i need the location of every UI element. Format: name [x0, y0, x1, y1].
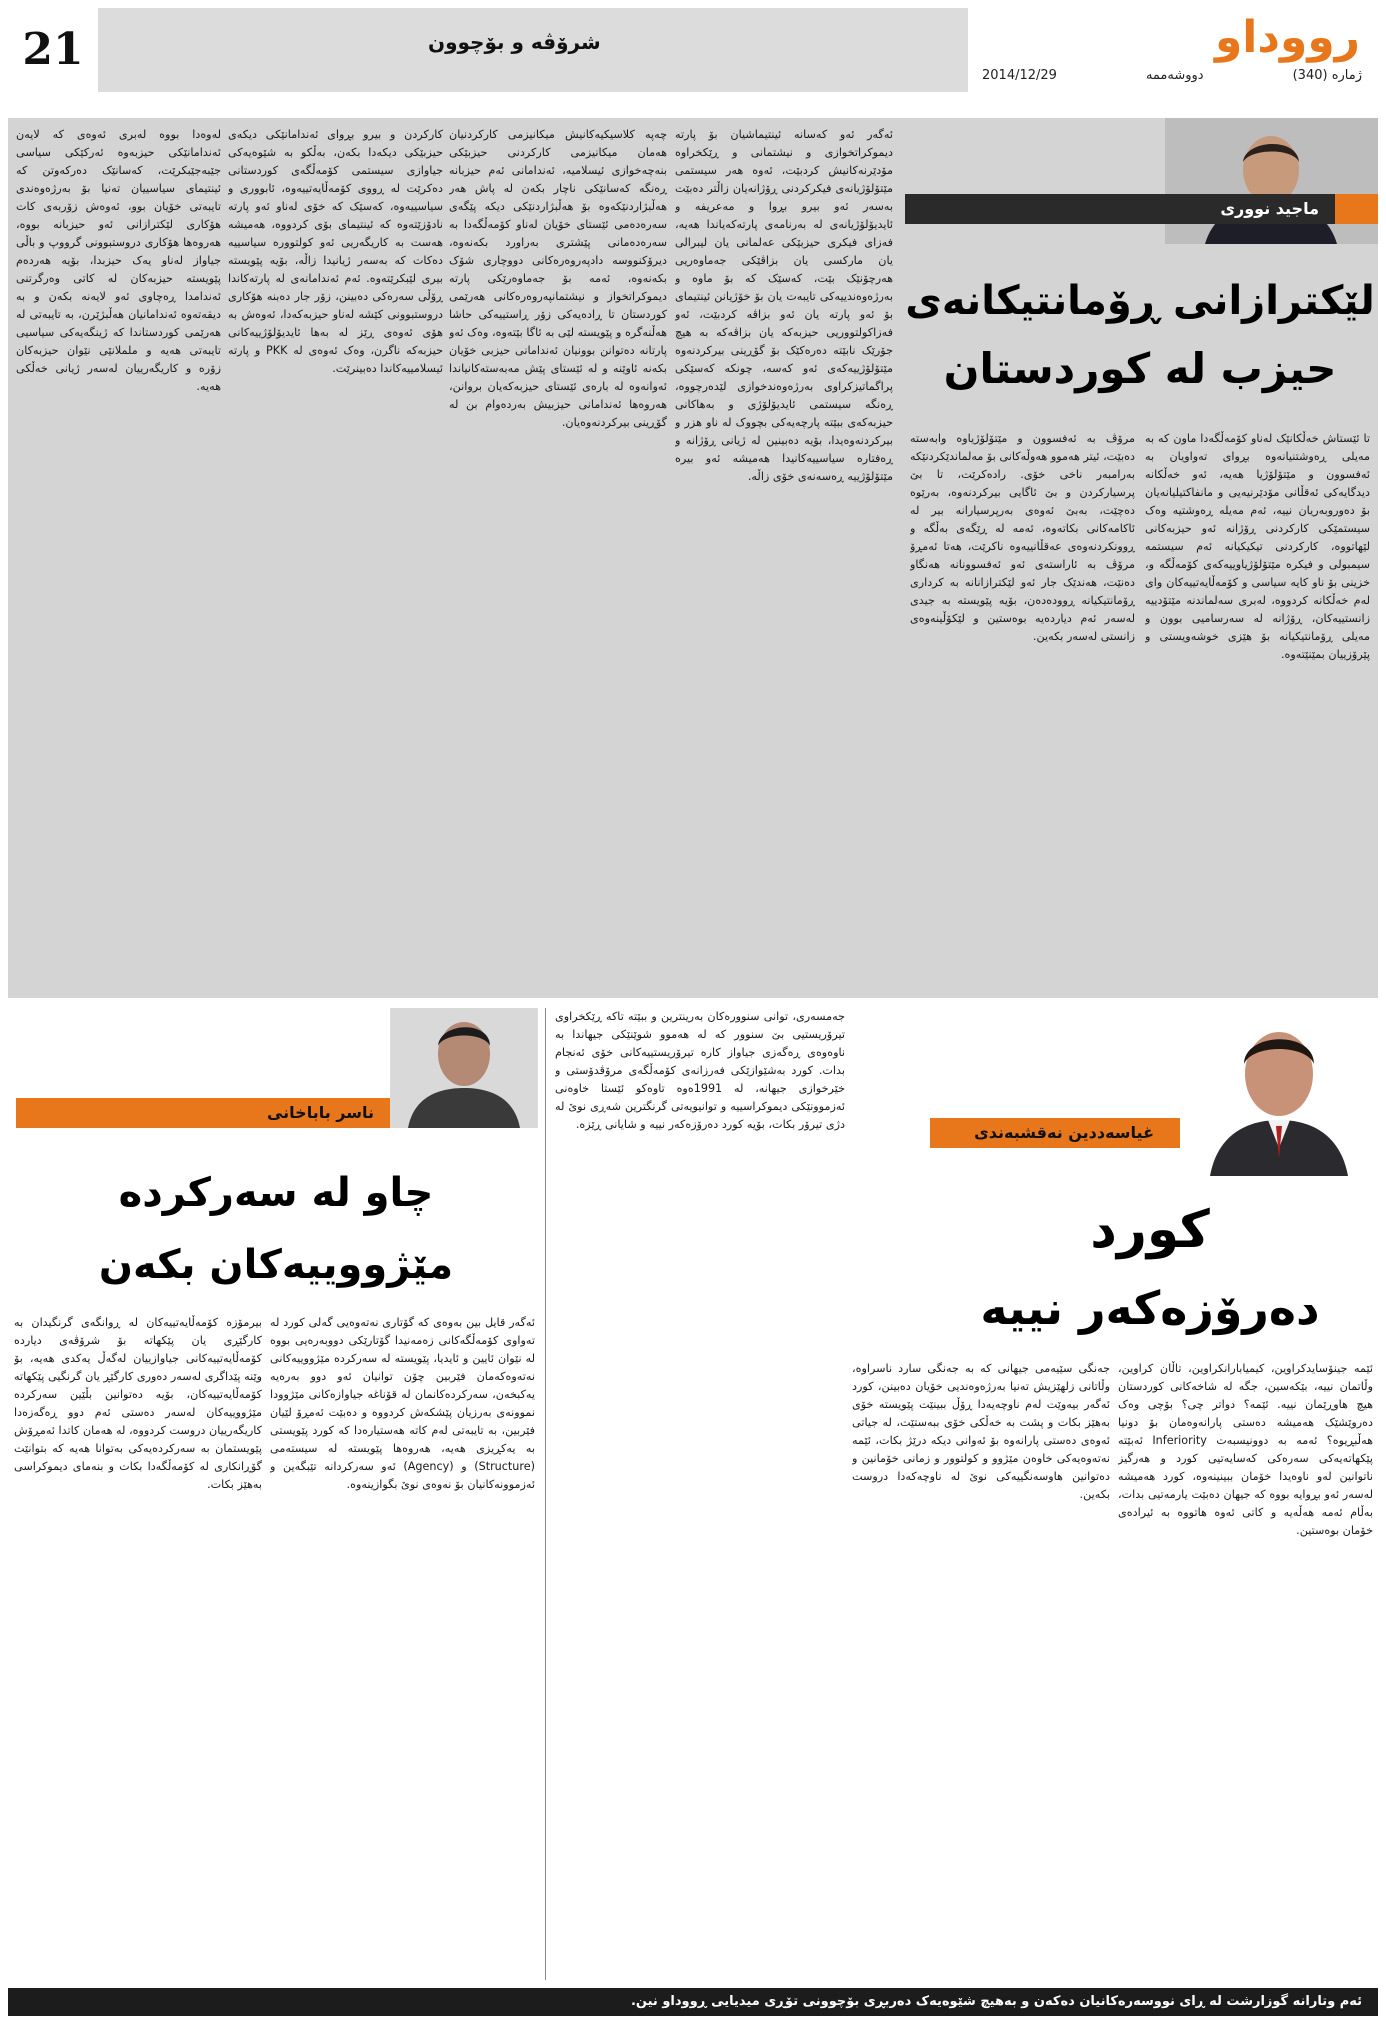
article-2-headline-line-1: کورد [1090, 1200, 1210, 1260]
article-1-column-2: چەپە کلاسیکیەکانیش میکانیزمی کارکردنیان هەمان میکانیزمی کارکردنی حیزبێکی بنەچەخوازی ئیسلامیە، ئەندامانی ئەم حیزبانە ڕەنگە کەسانێکی ناچار بکەن لە پاش هەر هەڵبژاردنێکەوە بۆ هەڵبژاردنێکی دیکە پێگەی سەرەدەمی ئێستای خۆیان لەناو کۆمەڵگەدا بە سەرەدەمانی پێشتری بەراورد بکەنەوە، دیرۆکنووسە دادپەروەرەکانی دووچاری شۆک بکەنەوە، ئەمە بۆ جەماوەرێکی پارتە دیموکراتخواز و نیشتمانپەروەرەکانی هەرێمی کوردستان تا ڕادەیەکی زۆر ڕاستییەکی حاشا هەڵنەگرە و پێویستە لێی بە ئاگا بێتەوە، وەک ئەو پارتانە دەتوانن بوونیان ئەندامانی حیزبی خۆیان بکەنە ئاوێنە و لە ئێستای پێش مەبەستەکانیاندا ئەوانەوە لە بارەی ئێستای حیزبەکەیان بروانن، هەروەها ئەندامانی حیزبیش بەردەوام بن لە گۆڕینی بیرکردنەوەیان. [449, 128, 667, 429]
author-name-2: غیاسەددین نەقشبەندی [930, 1118, 1170, 1148]
article-2-column-3: جەمسەری، توانی سنوورەکان بەرینترین و ببێتە تاکە ڕێکخراوی تیرۆریستیی بێ سنوور کە لە هەموو شوێنێکی جیهاندا بە ناوەوەی ڕەگەزی جیاواز کارە تیرۆریستییەکانی خۆی ئەنجام بدات. کورد بەشێوازێکی فەرزانەی کۆمەڵگەی مرۆڤدۆستی و خێرخوازی جیهانە، لە 1991ەوە تاوەکو ئێستا خاوەنی ئەزموونێکی دیموکراسییە و توانیویەتی گرنگترین شەڕی نوێ لە دژی تیرۆر بکات، بۆیە کورد دەرۆزەکەر نییە و شایانی ڕێزە. [555, 1010, 845, 1131]
article-2-column-2: جەنگی سێیەمی جیهانی کە بە جەنگی سارد ناسراوە، وڵاتانی زلهێزیش تەنیا بەرژەوەندیی خۆیان دەبینن، کورد ئەگەر بیەوێت لەم ناوچەیەدا ڕۆڵ ببینێت پێویستە خۆی بەهێز بکات و پشت بە خەڵکی خۆی ببەستێت، لە جیاتی ئەوەی دەستی پارانەوە بۆ ئەوانی دیکە درێژ بکات، ئێمە نەتەوەیەکی خاوەن مێژوو و کولتوور و زمانی خۆمانین و دەتوانین هاوسەنگییەکی نوێ لە ناوچەکەدا دروست بکەین. [852, 1362, 1110, 1501]
article-3-headline-line-2: مێژووییەکان بکەن [98, 1242, 454, 1288]
byline-accent-1 [1335, 194, 1378, 224]
section-title: شرۆڤە و بۆچوون [428, 30, 601, 54]
article-3-column-2: بیرمۆزە کۆمەڵایەتییەکان لە ڕوانگەی گرنگیدان بە کارگێڕی یان پێکهاتە بۆ شرۆڤەی دیاردە کۆمەڵایەتییەکانی جیاوازییان لەگەڵ یەکدی هەیە، بۆ وێنە پێداگری لەسەر دەوری کارگێڕ یان گرنگیی پێکهاتە کۆمەڵایەتییەکان، بۆیە دەتوانین بڵێین سەرکردە مێژووییەکان لەسەر دەستی ئەم دوو ڕەگەزەدا کاریگەرییان دروست کردووە، لە هەمان کاتدا ئەمڕۆش پێویستمان بە سەرکردەیەکی بەتوانا هەیە کە بتوانێت گۆڕانکاری لە کۆمەڵگەدا بکات و بنەمای دیموکراسی بەهێز بکات. [14, 1316, 262, 1491]
byline-accent-2 [1170, 1118, 1180, 1148]
issue-date: 2014/12/29 [982, 68, 1057, 83]
masthead [968, 8, 1378, 92]
rudaw-logo: رووداو [1214, 12, 1360, 63]
article-1-column-1: ئەگەر ئەو کەسانە ئینتیماشیان بۆ پارتە دیموکراتخوازی و نیشتمانی و ڕێکخراوە مۆدێرنەکانیش کردبێت، ئەوە هەر سیستمی مێتۆلۆژیانەی فیکرکردنی ڕۆژانەیان زاڵتر دەبێت بەسەر ئەو بیرو بڕوا و مەعریفە و ئایدیۆلۆژیانەی لە بەرنامەی پارتەکەیاندا هەیە، فەزای فیکری حیزبێکی عەلمانی یان لیبرالی یان مارکسی یان بزاڤێکی جەماوەریی هەرچۆنێک بێت، کەسێک کە بۆ ماوە و بەرژەوەندییەکی تایبەت یان بۆ خۆژیانن ئینتیمای بۆ ئەو پارتە یان ئەو بزاڤە کردبێت، ئەو فەزاکولتووریی حیزبەکە یان بزاڤەکە بە هیچ جۆرێک نابێتە دەرەکێک بۆ گۆڕینی بیرکردنەوە مێتۆلۆژییەکەی ئەو کەسە، چونکە کەسێکی پراگماتیزکراوی بەرژەوەندخوازی لێدەرچووە، ڕەنگە سیستمی ئایدیۆلۆژی و بەهاکانی حیزبەکەی ببێتە پارچەیەکی بچووک لە ناو هزر و بیرکردنەوەیدا، بۆیە دەبینین لە ژیانی ڕۆژانە و ڕەفتارە سیاسییەکانیدا هەمیشە ئەو بیرە مێتۆلۆژییە ڕەسەنەی خۆی زاڵە. [675, 128, 893, 483]
disclaimer-footer: ئەم وتارانە گوزارشت لە ڕای نووسەرەکانیان دەکەن و بەهیچ شێوەیەک دەربڕی بۆچوونی تۆڕی میدیایی ڕووداو نین. [8, 1988, 1378, 2016]
issue-day: دووشەممە [1145, 68, 1204, 83]
portrait-icon [1165, 118, 1378, 244]
portrait-icon [390, 1008, 538, 1128]
column-divider [545, 1008, 546, 1980]
page-number: 21 [22, 24, 84, 75]
article-3-column-1: ئەگەر قایل بین بەوەی کە گۆتاری نەتەوەیی گەلی کورد لە تەواوی کۆمەڵگەکانی زەمەنیدا گۆتارێکی دووبەرەیی بووە لە نێوان ئایین و ئایدیا، پێویستە لە سەرکردە مێژووییەکانی نەتەوەکەمان فێربین چۆن توانیان ئەو دوو بەرەیە یەکبخەن، سەرکردەکانمان لە قۆناغە جیاوازەکانی مێژوودا نموونەی بەرزیان پێشکەش کردووە و دەبێت ئەمڕۆ لێیان فێربین، بە تایبەتی لەم کاتە هەستیارەدا کە کورد پێویستی بە یەکڕیزی هەیە، هەروەها پێویستە لە سیستەمی (Structure) و (Agency) ئەو سەرکردانە تێبگەین و ئەزموونەکانیان بۆ نەوەی نوێ بگوازینەوە. [270, 1316, 535, 1491]
author-name-1: ماجید نووری [905, 194, 1335, 224]
article-1-headline-line-1: لێکترازانی ڕۆمانتیکانەی [905, 278, 1375, 324]
article-1-headline-line-2: حیزب لە کوردستان [943, 344, 1337, 393]
article-1-column-4: لەوەدا بووە لەبری ئەوەی کە لایەن ئەندامانێکی حیزبەوە ئەرکێکی سیاسی جێبەجێبکرێت، کەسانێک دەرکەوتن کە ئینتیمای سیاسییان تەنیا بۆ بەرژەوەندی تایبەتی خۆیان بوو، ئەوەش زۆربەی کات هۆکاری لێکترازانی ئەو حیزبانە بووە، هەروەها هۆکاری دروستبوونی گرووپ و باڵی جیاواز لەناو یەک حیزبدا، بۆیە هەردەم پێویستە حیزبەکان لە کاتی وەرگرتنی ئەندامدا ڕەچاوی ئەو لایەنە بکەن و بە دیقەتەوە ئەندامانیان هەڵبژێرن، بە تایبەتی لە هەرێمی کوردستاندا کە ژینگەیەکی سیاسیی تایبەتی هەیە و ململانێی نێوان حیزبەکان زۆرە و کاریگەرییان لەسەر ژیانی خەڵکی هەیە. [16, 128, 221, 393]
issue-number: ژمارە (340) [1292, 68, 1362, 83]
article-2-column-1: ئێمە جینۆسایدکراوین، کیمیابارانکراوین، تاڵان کراوین، وڵاتمان نییە، بێکەسین، جگە لە شاخەکانی کوردستان هیچ هاوڕێمان نییە. ئێمە؟ دواتر چی؟ بۆچی وەک دەروێشێک هەمیشە دەستی پارانەوەمان بۆ دونیا هەڵبڕیوە؟ ئەمە بە دوونیسبەت Inferiority ئەبێتە پێکهاتەیەکی سەرەکی کەسایەتیی کورد و هەرگیز ناتوانین لەو ناوەیدا خۆمان ببینینەوە، کورد هەمیشە لەسەر ئەو بڕوایە بووە کە جیهان دەبێت یارمەتیی بدات، بەڵام ئەمە هەڵەیە و کاتی ئەوە هاتووە بە ئیرادەی خۆمان بوەستین. [1118, 1362, 1373, 1537]
article-1-column-3: کارکردن و بیرو بڕوای ئەندامانێکی دیکەی حیزبێکی دیکەدا بکەن، بەڵکو بە شێوەیەکی جیاوازی سیستمی کۆمەڵگەی کوردستانی دەکرێت لە ڕووی کۆمەڵایەتییەوە، ئابووری و سیاسییەوە، کەسێک کە خۆی لەناو ئەو پارتە نادۆزێتەوە کە ئینتیمای بۆی کردووە، هەمیشە هەست بە کاریگەریی ئەو کولتوورە سیاسییە دەکات کە بەسەر ژیانیدا زاڵە، بۆیە پێویستە بیری لێبکرێتەوە. ئەم ئەندامانەی لە پارتەکاندا ڕۆڵی سەرەکی دەبینن، زۆر جار دەبنە هۆکاری دروستبوونی کێشە لەناو حیزبەکەدا، ئەوەش بە هۆی ئەوەی ڕێز لە بەها ئایدیۆلۆژییەکانی حیزبەکە ناگرن، وەک ئەوەی لە PKK و پارتە ئیسلامییەکاندا دەبینرێت. [228, 128, 443, 375]
article-3-headline-line-1: چاو لە سەرکردە [118, 1170, 434, 1216]
author-photo-1 [1165, 118, 1378, 244]
page-header [8, 8, 1378, 92]
issue-info [982, 68, 1362, 83]
author-name-3: ناسر باباخانی [40, 1098, 390, 1128]
author-photo-3 [390, 1008, 538, 1128]
portrait-icon [1180, 1008, 1378, 1176]
article-1-column-6: مرۆڤ بە ئەفسوون و مێتۆلۆژیاوە وابەستە دەبێت، ئیتر هەموو هەوڵەکانی بۆ مەلماندێکردنێکە بەرامبەر ناخی خۆی. رادەکرێت، تا بێ پرسیارکردن و بێ ئاگایی بیرکردنەوە، بەرێوە دەچێت، بەبێ ئەوەی بەرپرسیارانە بیر لە ئاکامەکانی بکاتەوە، ئەمە لە ڕێگەی بەڵگە و ڕوونکردنەوەی عەقڵانییەوە ناکرێت، هەتا ئەمڕۆ مرۆڤ بە ئاراستەی ئەو ئەفسوونانە هەنگاو دەنێت، هەندێک جار ئەو لێکترازانانە بە کرداری ڕۆمانتیکیانە ڕوودەدەن، بۆیە پێویستە بە جیدی لەسەر ئەم دیاردەیە بوەستین و لێکۆڵینەوەی زانستی لەسەر بکەین. [910, 432, 1135, 643]
article-2-headline-line-2: دەرۆزەکەر نییە [980, 1281, 1320, 1335]
article-1-column-5: تا ئێستاش خەڵکانێک لەناو کۆمەڵگەدا ماون کە بە مەیلی ڕەوشتنیانەوە بڕوای تەواویان بە ئەفسوون و مێتۆلۆژیا هەیە، ئەو خەڵکانە دیدگایەکی ئەقڵانی مۆدێرنیەیی و مانفاکتیلیانەیان بۆ دەوروبەریان نییە، ئەم مەیلە ڕەوشتیە وەک سیستمێکی کارکردنی ڕۆژانە ئەو حیزبەکانی لێهاتووە، کارکردنی تیکیکیانە ئەم سیستمە سیمبولی و فیکرە مێتۆلۆژیاوییەکەی کۆمەڵگە و، خزینی بۆ ناو کایە سیاسی و کۆمەڵایەتییەکان وای لەم خەڵکانە کردووە، لەبری سەلماندنە مێتۆدییە زانستییەکان، ڕۆژانە لە سەرسامیی بوون و مەیلی ڕۆمانتیکیانە بۆ هێزی خوشەویستی و پێرۆزییان بمێنێتەوە. [1145, 432, 1370, 661]
byline-accent-3 [16, 1098, 40, 1128]
author-photo-2 [1180, 1008, 1378, 1176]
